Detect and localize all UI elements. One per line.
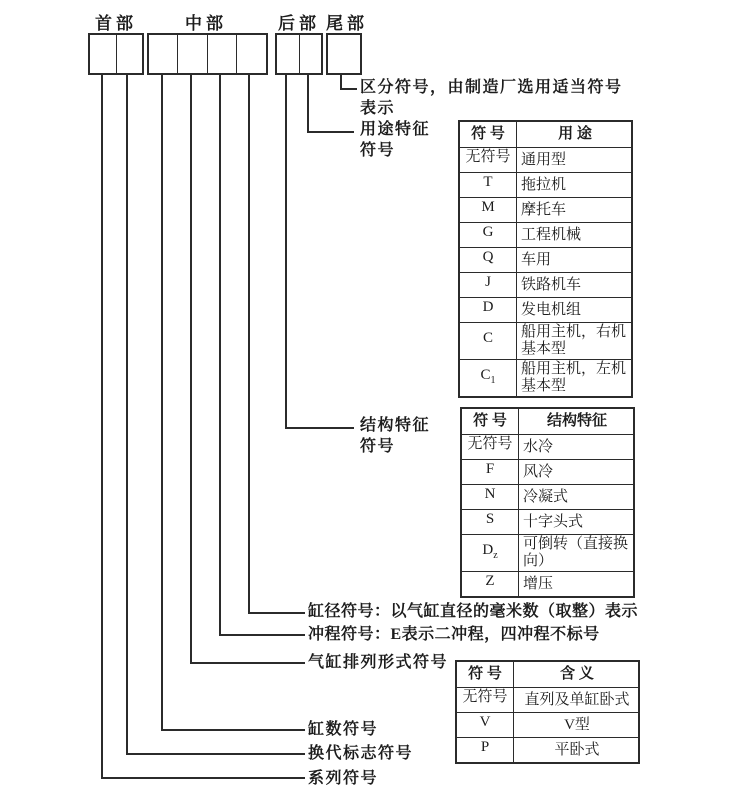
code-cell-series [90,35,116,73]
callout-bore: 缸径符号：以气缸直径的毫米数（取整）表示 [308,603,639,620]
code-box-tail [326,33,362,75]
arrangement-header-meaning: 含 义 [514,661,640,688]
usage-table-header [459,121,632,148]
code-box-middle [147,33,268,75]
table-row: S 十字头式 [461,510,634,535]
callout-distinguish-line2: 表示 [360,100,396,117]
usage-table [458,120,633,398]
structure-header-symbol: 符 号 [461,408,519,435]
table-row: V V型 [456,713,639,738]
callout-usage-line2: 符号 [360,142,396,159]
connector-usage-vline [307,73,309,133]
connector-stroke-vline [219,73,221,636]
connector-cylinders-vline [161,73,163,731]
callout-generation: 换代标志符号 [308,745,414,762]
connector-bore-vline [248,73,250,614]
table-row: 无符号 直列及单缸卧式 [456,688,639,713]
structure-table-header [461,408,634,435]
connector-usage-hline [307,131,354,133]
callout-cylinders: 缸数符号 [308,721,379,738]
code-box-head [88,33,144,75]
connector-stroke-hline [219,634,305,636]
section-label-head: 首部 [95,14,137,33]
connector-arrangement-hline [190,662,305,664]
callout-distinguish-line1: 区分符号，由制造厂选用适当符号 [360,79,623,96]
arrangement-table [455,660,640,764]
arrangement-header-symbol: 符 号 [456,661,514,688]
code-cell-distinguish [328,35,360,73]
connector-structure-hline [285,427,354,429]
connector-generation-hline [126,753,305,755]
table-row: D 发电机组 [459,298,632,323]
callout-structure-line1: 结构特征 [360,417,431,434]
table-row: J 铁路机车 [459,273,632,298]
table-row: Z 增压 [461,572,634,598]
callout-structure-line2: 符号 [360,438,396,455]
callout-distinguish [360,77,623,119]
connector-distinguish-hline [340,88,357,90]
usage-header-use: 用 途 [517,121,633,148]
usage-header-symbol: 符 号 [459,121,517,148]
callout-stroke: 冲程符号：E表示二冲程，四冲程不标号 [308,626,600,643]
code-cell-usage [299,35,322,73]
code-cell-generation [116,35,143,73]
table-row: Q 车用 [459,248,632,273]
table-row: $D_z$ 可倒转（直接换向） [461,535,634,572]
callout-usage-line1: 用途特征 [360,121,431,138]
table-row: G 工程机械 [459,223,632,248]
callout-arrangement: 气缸排列形式符号 [308,654,449,671]
table-row: M 摩托车 [459,198,632,223]
table-row: C 船用主机，右机基本型 [459,323,632,360]
table-row: $C_1$ 船用主机，左机基本型 [459,360,632,398]
table-row: T 拖拉机 [459,173,632,198]
structure-table [460,407,635,598]
section-label-rear: 后部 [278,14,320,33]
table-row: 无符号 通用型 [459,148,632,173]
connector-arrangement-vline [190,73,192,664]
callout-series: 系列符号 [308,770,379,787]
code-cell-cylinders [149,35,177,73]
code-cell-bore [236,35,266,73]
callout-structure [360,415,430,457]
table-row: N 冷凝式 [461,485,634,510]
connector-structure-vline [285,73,287,429]
code-box-rear [275,33,323,75]
code-cell-stroke [207,35,236,73]
arrangement-table-header [456,661,639,688]
connector-generation-vline [126,73,128,755]
code-cell-arrangement [177,35,206,73]
table-row: P 平卧式 [456,738,639,764]
code-cell-structure [277,35,299,73]
section-label-middle: 中部 [185,14,227,33]
callout-usage [360,119,430,161]
connector-series-hline [101,777,305,779]
connector-cylinders-hline [161,729,305,731]
connector-bore-hline [248,612,305,614]
connector-series-vline [101,73,103,779]
structure-header-feature: 结构特征 [519,408,635,435]
table-row: 无符号 水冷 [461,435,634,460]
table-row: F 风冷 [461,460,634,485]
section-label-tail: 尾部 [326,14,368,33]
